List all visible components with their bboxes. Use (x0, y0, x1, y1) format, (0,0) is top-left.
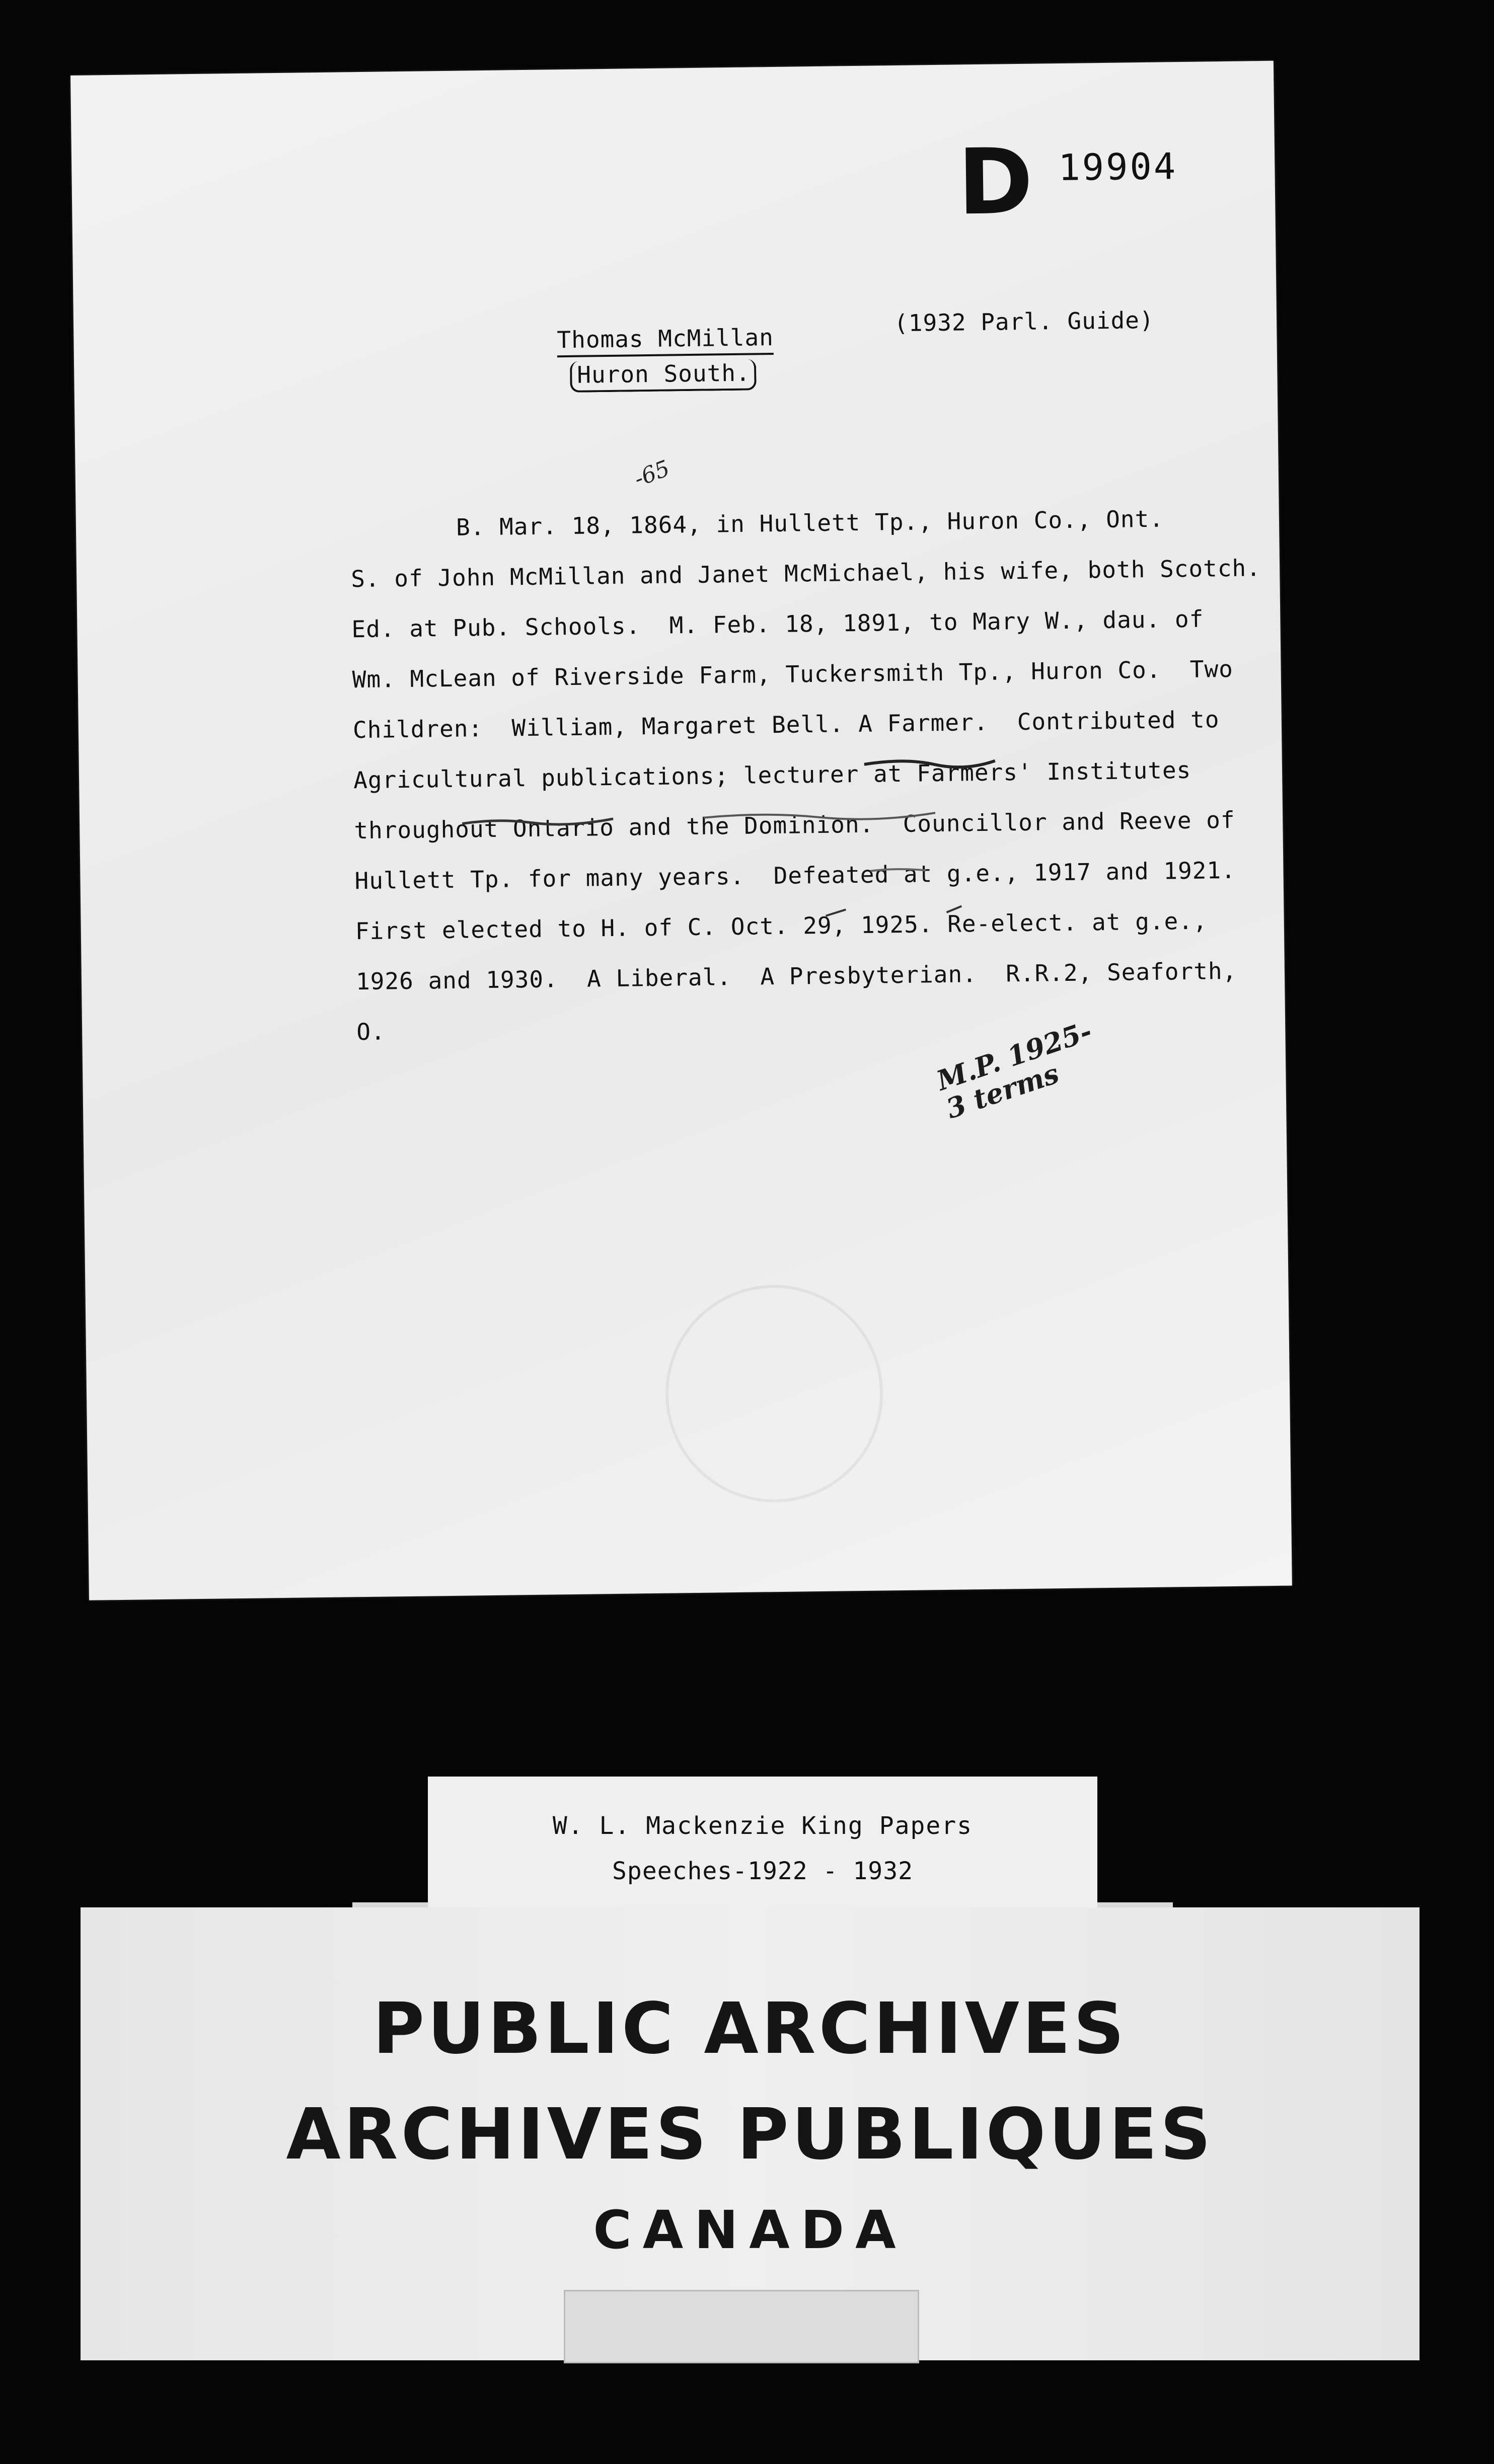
biography-line: S. of John McMillan and Janet McMichael, his wife, both Scotch. (350, 554, 1261, 593)
biography-line: Wm. McLean of Riverside Farm, Tuckersmith Tp., Huron Co. Two (352, 655, 1234, 694)
archives-country: CANADA (593, 2199, 907, 2261)
member-name: Thomas McMillan (557, 324, 774, 357)
biography-line: B. Mar. 18, 1864, in Hullett Tp., Huron Co., Ont. (456, 505, 1164, 541)
biography-line: Agricultural publications; lecturer at Farmers' Institutes (353, 756, 1191, 794)
binder-clip (564, 2290, 919, 2363)
biography-line: Hullett Tp. for many years. Defeated at g.e., 1917 and 1921. (354, 856, 1236, 895)
biography-line: 1926 and 1930. A Liberal. A Presbyterian. R.R.2, Seaforth, (355, 957, 1237, 995)
file-letter: D (957, 129, 1034, 236)
biography-line: Children: William, Margaret Bell. A Farmer. Contributed to (352, 706, 1220, 744)
archives-stamp-card (81, 1907, 1420, 2360)
biography-line: Ed. at Pub. Schools. M. Feb. 18, 1891, to Mary W., dau. of (351, 605, 1204, 643)
handwritten-correction: -65 (631, 455, 674, 492)
archives-title-english: PUBLIC ARCHIVES (372, 1988, 1128, 2070)
source-reference: (1932 Parl. Guide) (893, 306, 1154, 337)
collection-series: Speeches-1922 - 1932 (612, 1857, 913, 1885)
biography-line: throughout Ontario and the Dominion. Councillor and Reeve of (354, 806, 1235, 844)
typed-document-page (70, 61, 1292, 1600)
biography-text (76, 504, 1279, 1046)
handwritten-margin-note: M.P. 1925- 3 terms (932, 1015, 1096, 1125)
embossed-seal-mark (664, 1283, 884, 1503)
member-riding: Huron South. (570, 359, 757, 393)
collection-label (428, 1777, 1097, 1912)
file-number: 19904 (1058, 145, 1178, 189)
collection-name: W. L. Mackenzie King Papers (552, 1812, 973, 1840)
biography-line: First elected to H. of C. Oct. 29, 1925. Re-elect. at g.e., (355, 907, 1208, 945)
archives-title-french: ARCHIVES PUBLIQUES (286, 2094, 1214, 2176)
biography-line: O. (356, 1018, 386, 1046)
